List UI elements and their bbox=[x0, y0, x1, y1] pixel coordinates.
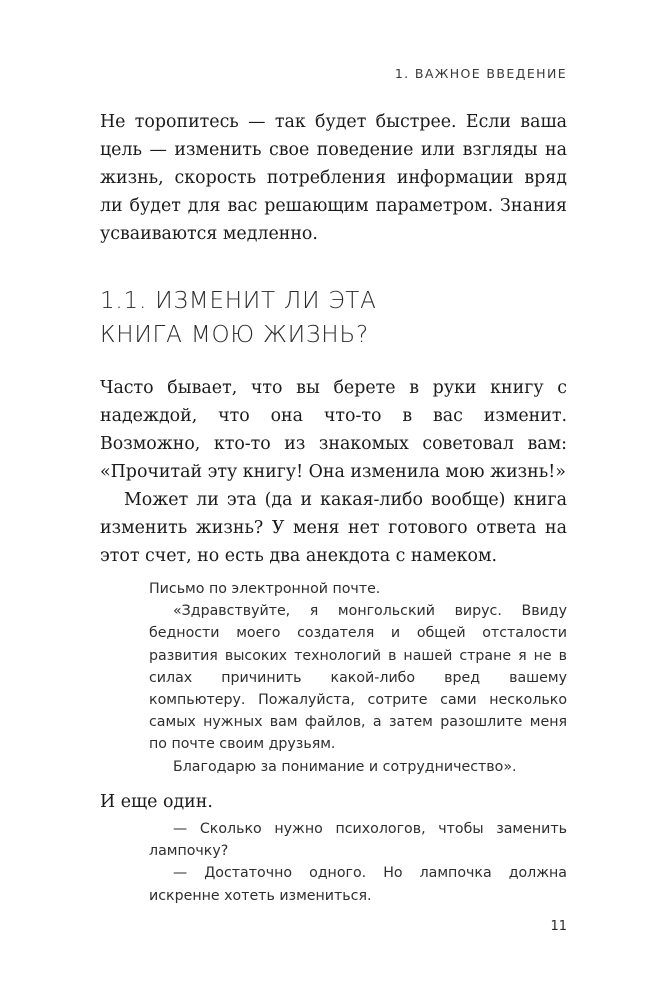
section-heading bbox=[100, 284, 567, 352]
body-paragraph-2: Может ли эта (да и какая-либо вообще) книга изменить жизнь? У меня нет готового ответа на этот счет, но есть два анекдота с намеком. bbox=[100, 490, 567, 566]
quote1-line-1: Письмо по электронной почте. bbox=[149, 581, 381, 597]
section-heading-line-1: 1.1. ИЗМЕНИТ ЛИ ЭТА bbox=[100, 288, 377, 314]
once-more-text-block bbox=[100, 788, 567, 816]
lightbulb-anecdote-quote bbox=[149, 818, 567, 907]
running-head: 1. ВАЖНОЕ ВВЕДЕНИЕ bbox=[394, 66, 567, 81]
section-heading-line-2: КНИГА МОЮ ЖИЗНЬ? bbox=[100, 322, 369, 348]
quote2-line-2: — Достаточно одного. Но лампочка должна искренне хотеть измениться. bbox=[149, 865, 567, 904]
quote1-line-3: Благодарю за понимание и сотрудничество». bbox=[173, 758, 517, 775]
quote2-line-1: — Сколько нужно психологов, чтобы заменить лампочку? bbox=[149, 821, 567, 860]
email-anecdote-quote bbox=[149, 578, 567, 778]
intro-paragraph: Не торопитесь — так будет быстрее. Если ваша цель — изменить свое поведение или взгляды на жизнь, скорость потребления информации вряд ли будет для вас решающим параметром. Знания усваиваются медленно. bbox=[100, 112, 567, 244]
intro-paragraph-block bbox=[100, 108, 567, 248]
body-text-block bbox=[100, 374, 567, 570]
once-more-paragraph: И еще один. bbox=[100, 792, 213, 812]
page-number: 11 bbox=[550, 919, 567, 934]
body-paragraph-1: Часто бывает, что вы берете в руки книгу с надеждой, что она что-то в вас изменит. Возможно, кто-то из знакомых советовал вам: «Прочитай эту книгу! Она изменила мою жизнь!» bbox=[100, 378, 567, 482]
quote1-line-2: «Здравствуйте, я монгольский вирус. Ввиду бедности моего создателя и общей отсталости развития высоких технологий в нашей стране я не в силах причинить какой-либо вред вашему компьютеру. Пожалуйста, сотрите сами несколько самых нужных вам файлов, а затем разошлите меня по почте своим друзьям. bbox=[149, 603, 567, 753]
